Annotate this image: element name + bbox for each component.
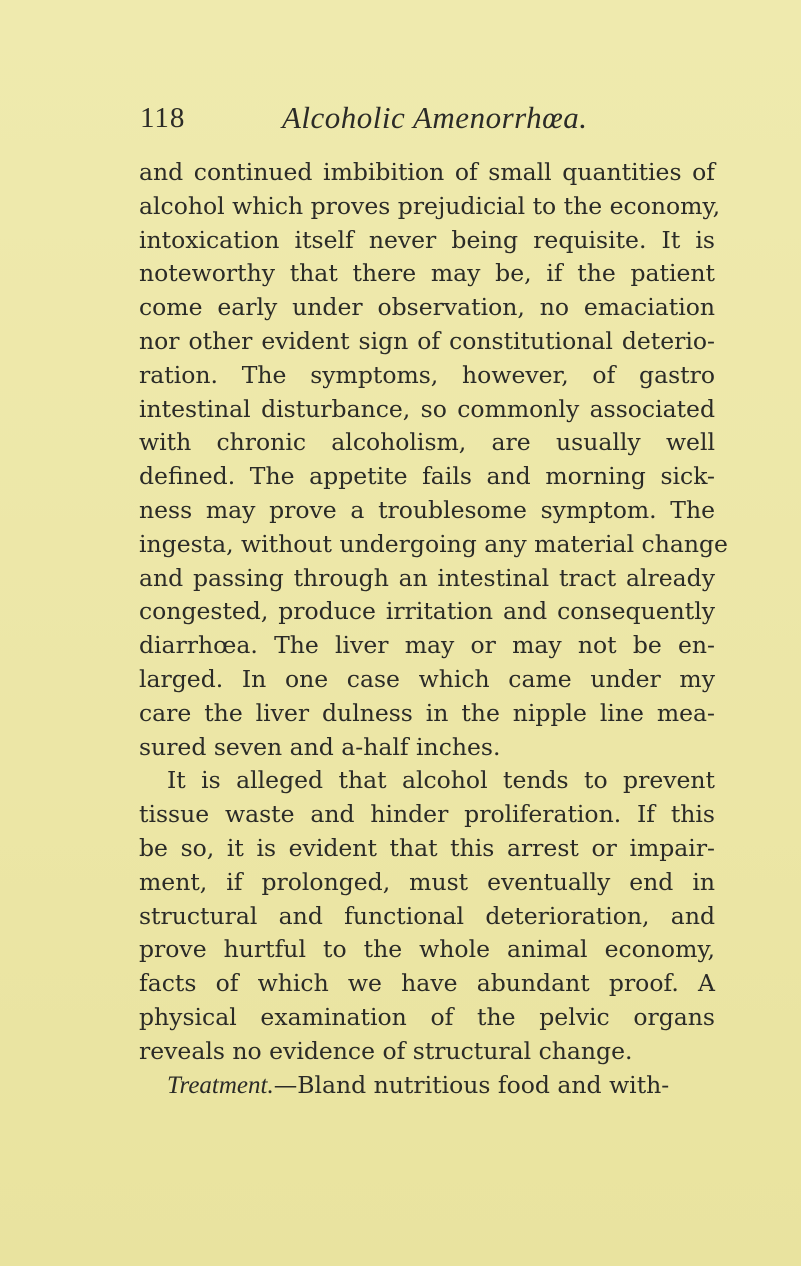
- text-line: larged. In one case which came under my: [139, 664, 715, 693]
- text-line: and continued imbibition of small quantities of: [139, 158, 715, 186]
- text-line: nor other evident sign of constitutional deterio-: [139, 326, 715, 355]
- text-line: diarrhœa. The liver may or may not be en-: [139, 631, 715, 660]
- text-line: intestinal disturbance, so commonly associated: [139, 394, 715, 423]
- text-line: be so, it is evident that this arrest or impair-: [139, 833, 715, 862]
- treatment-heading: Treatment.: [167, 1071, 274, 1099]
- text-line: prove hurtful to the whole animal economy,: [139, 935, 715, 964]
- text-line: sured seven and a-half inches.: [139, 732, 501, 761]
- treatment-text: —Bland nutritious food and with-: [273, 1070, 670, 1099]
- text-line: It is alleged that alcohol tends to prevent: [167, 766, 715, 795]
- text-line: ment, if prolonged, must eventually end in: [139, 867, 715, 896]
- text-line: care the liver dulness in the nipple line mea-: [139, 698, 715, 727]
- text-line: ingesta, without undergoing any material change: [139, 529, 728, 558]
- text-line: alcohol which proves prejudicial to the economy,: [139, 191, 721, 220]
- text-line: ness may prove a troublesome symptom. The: [139, 495, 715, 524]
- treatment-line: [139, 1069, 715, 1103]
- text-line: ration. The symptoms, however, of gastro: [139, 360, 715, 389]
- text-line: intoxication itself never being requisite. It is: [139, 225, 715, 254]
- text-line: reveals no evidence of structural change.: [139, 1036, 633, 1065]
- text-line: structural and functional deterioration, and: [139, 901, 715, 930]
- text-line: with chronic alcoholism, are usually well: [139, 428, 715, 457]
- text-line: physical examination of the pelvic organs: [139, 1002, 715, 1031]
- text-line: come early under observation, no emaciation: [139, 293, 715, 322]
- text-line: tissue waste and hinder proliferation. If this: [139, 800, 715, 829]
- running-head: [140, 96, 700, 140]
- body-text: [139, 156, 728, 1102]
- text-line: noteworthy that there may be, if the patient: [139, 259, 715, 288]
- text-line: and passing through an intestinal tract already: [139, 563, 715, 592]
- page-number: 118: [140, 102, 186, 134]
- text-line: defined. The appetite fails and morning sick-: [139, 462, 715, 491]
- text-line: congested, produce irritation and consequently: [139, 597, 715, 626]
- text-line: facts of which we have abundant proof. A: [139, 969, 715, 998]
- running-title: Alcoholic Amenorrhœa.: [282, 100, 588, 135]
